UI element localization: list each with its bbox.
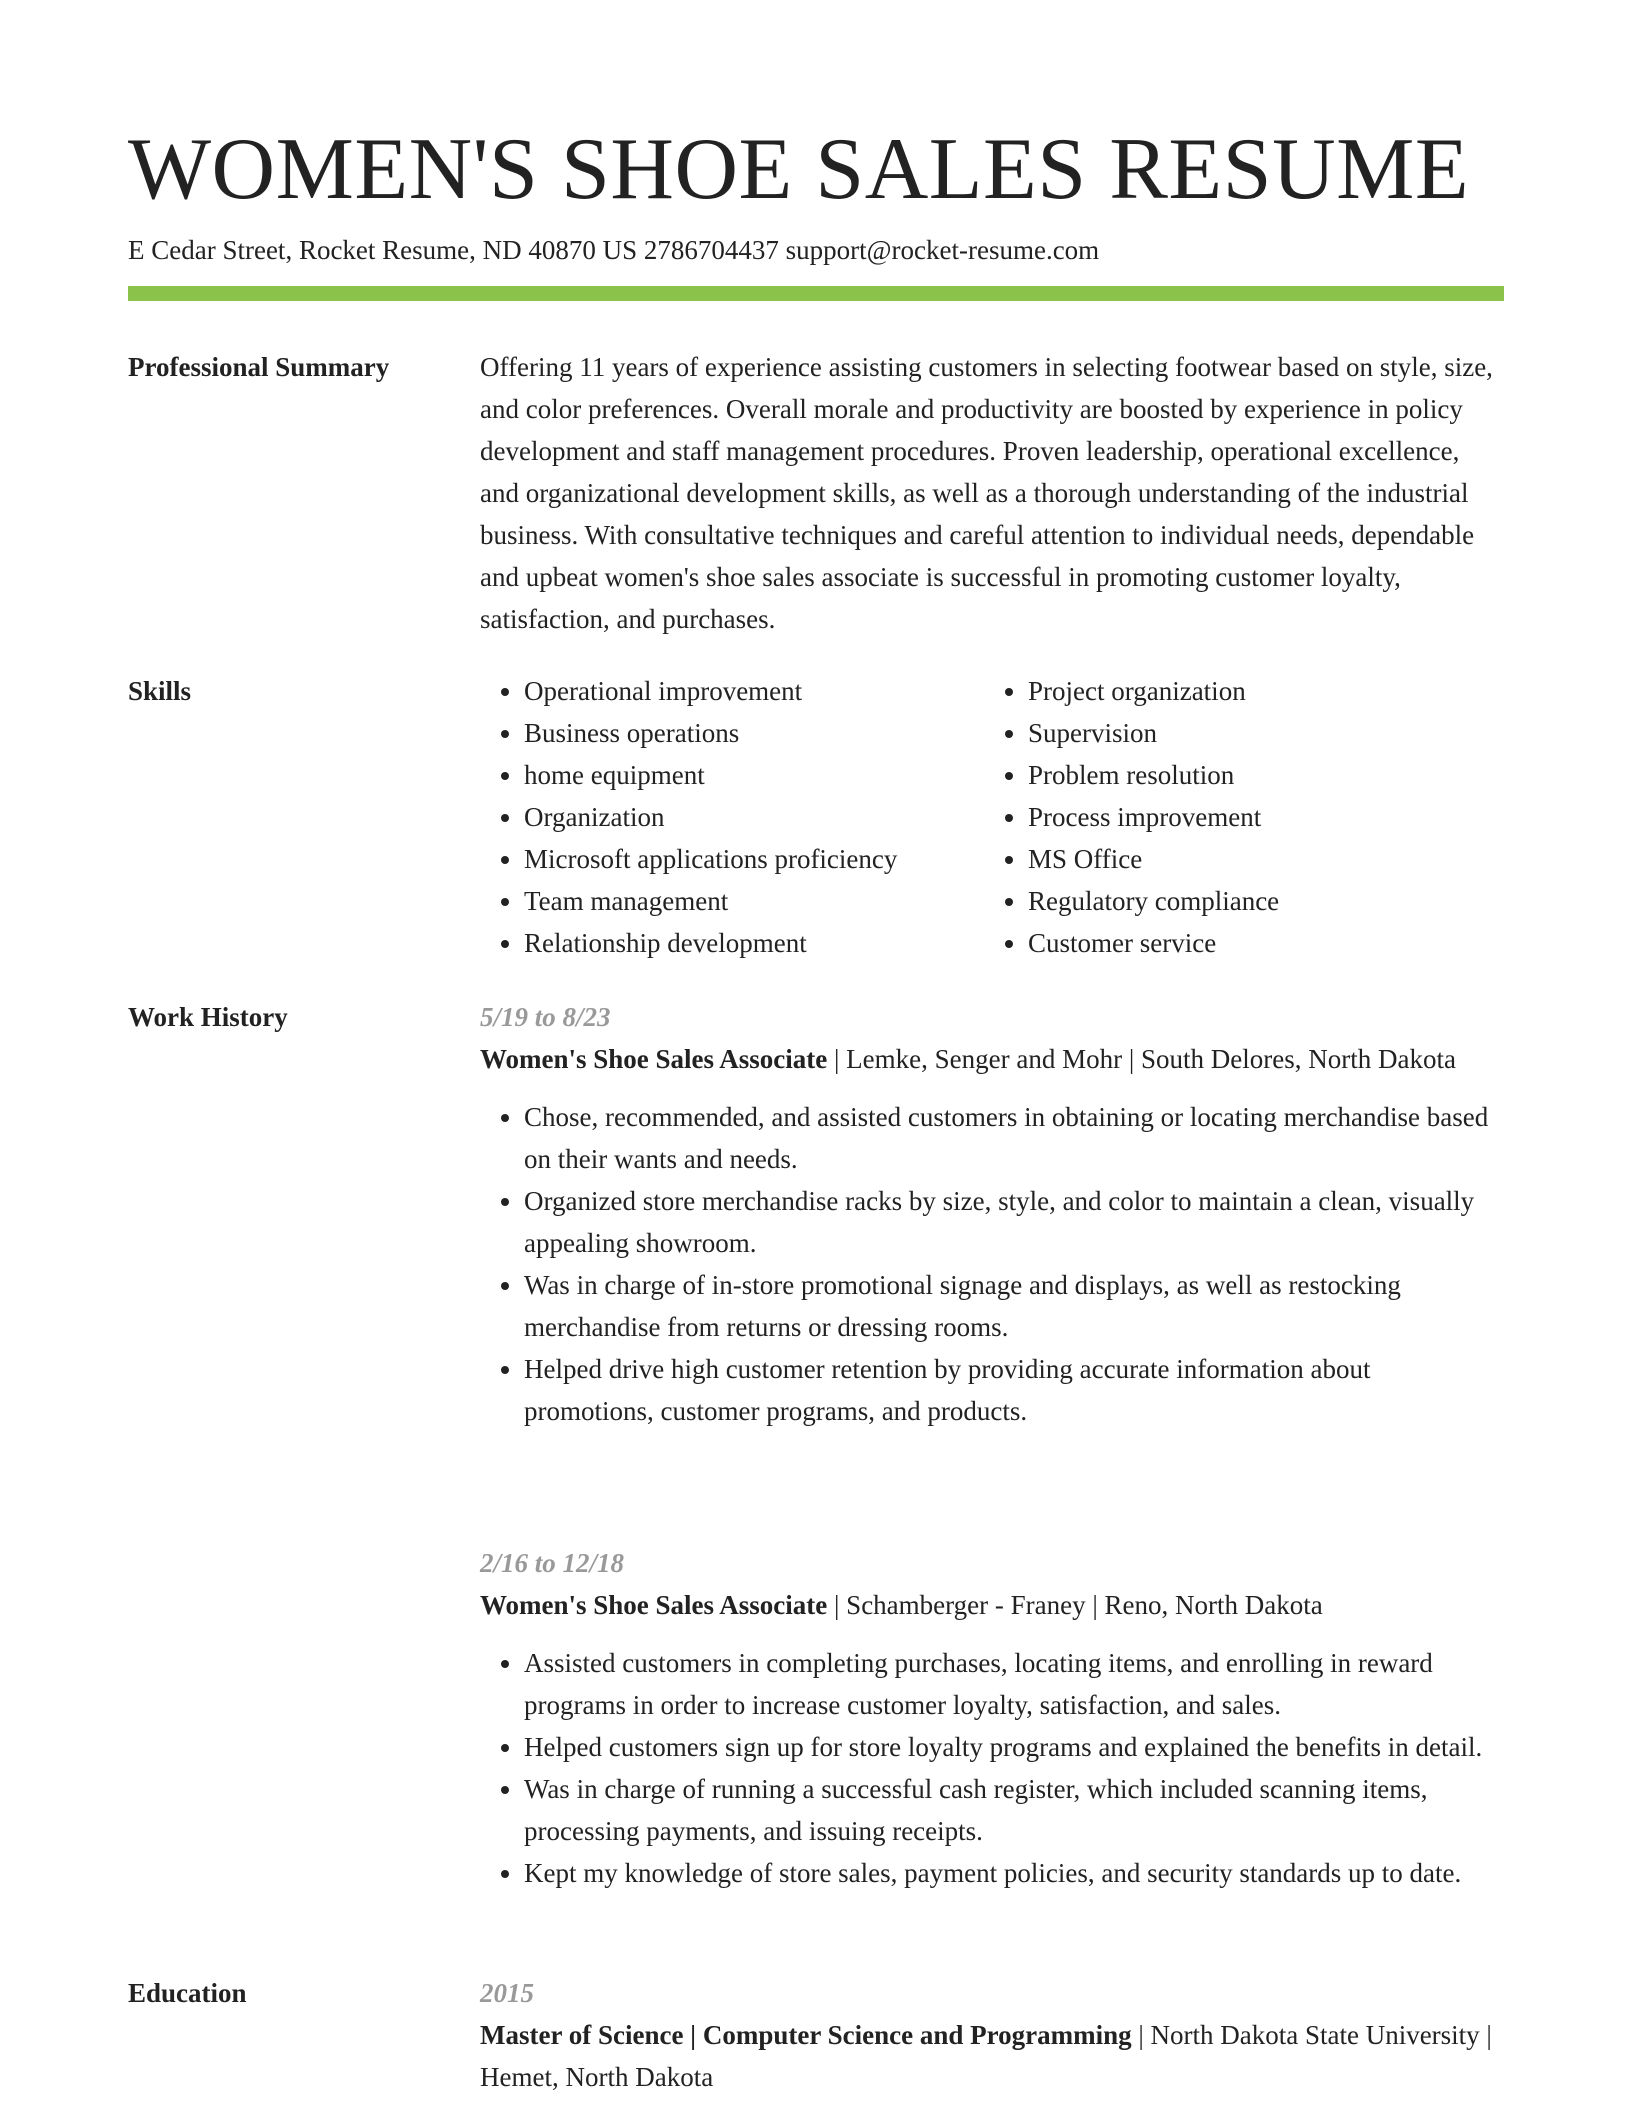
job-details: | Schamberger - Franey | Reno, North Dakota bbox=[827, 1590, 1323, 1620]
job-title: Women's Shoe Sales Associate bbox=[480, 1590, 828, 1620]
job-duty: • Was in charge of running a successful cash register, which included scanning items, processing payments, and issuing receipts. bbox=[524, 1768, 1504, 1852]
skill-item: • Customer service bbox=[1028, 922, 1488, 964]
job-duty: • Helped customers sign up for store loyalty programs and explained the benefits in detail. bbox=[524, 1726, 1504, 1768]
skill-item: • Organization bbox=[524, 796, 984, 838]
contact-info: E Cedar Street, Rocket Resume, ND 40870 US 2786704437 support@rocket-resume.com bbox=[128, 235, 1100, 265]
skill-item: • Process improvement bbox=[1028, 796, 1488, 838]
skill-item: • Relationship development bbox=[524, 922, 984, 964]
skill-item: • Team management bbox=[524, 880, 984, 922]
job-duty: • Helped drive high customer retention by providing accurate information about promotions, customer programs, and products. bbox=[524, 1348, 1504, 1432]
job-duty: • Organized store merchandise racks by size, style, and color to maintain a clean, visually appealing showroom. bbox=[524, 1180, 1504, 1264]
skills-label: Skills bbox=[128, 676, 192, 706]
job-details: | Lemke, Senger and Mohr | South Delores, North Dakota bbox=[827, 1044, 1456, 1074]
summary-text: Offering 11 years of experience assisting customers in selecting footwear based on style, size, and color preferences. Overall morale and productivity are boosted by experience in policy development and staff management procedures. Proven leadership, operational excellence, and organizational development skills, as well as a thorough understanding of the industrial business. With consultative techniques and careful attention to individual needs, dependable and upbeat women's shoe sales associate is successful in promoting customer loyalty, satisfaction, and purchases. bbox=[480, 352, 1493, 634]
education-year: 2015 bbox=[480, 1978, 534, 2008]
skill-item: • MS Office bbox=[1028, 838, 1488, 880]
job-title: Women's Shoe Sales Associate bbox=[480, 1044, 828, 1074]
skills-column-right bbox=[984, 670, 1488, 964]
skills-content bbox=[480, 670, 1504, 964]
skill-item: • home equipment bbox=[524, 754, 984, 796]
job-duties bbox=[480, 1642, 1504, 1894]
job-entry bbox=[480, 996, 1504, 1432]
skill-item: • Operational improvement bbox=[524, 670, 984, 712]
skill-item: • Project organization bbox=[1028, 670, 1488, 712]
job-duty: • Kept my knowledge of store sales, payment policies, and security standards up to date. bbox=[524, 1852, 1504, 1894]
skill-item: • Business operations bbox=[524, 712, 984, 754]
resume-title: WOMEN'S SHOE SALES RESUME bbox=[128, 121, 1470, 218]
job-duty: • Assisted customers in completing purchases, locating items, and enrolling in reward programs in order to increase customer loyalty, satisfaction, and sales. bbox=[524, 1642, 1504, 1726]
job-dates: 5/19 to 8/23 bbox=[480, 1002, 611, 1032]
education-degree: Master of Science | Computer Science and Programming bbox=[480, 2020, 1132, 2050]
job-heading bbox=[480, 1584, 1504, 1626]
education-heading bbox=[480, 2014, 1504, 2098]
skill-item: • Microsoft applications proficiency bbox=[524, 838, 984, 880]
work-history-label: Work History bbox=[128, 1002, 288, 1032]
education-label: Education bbox=[128, 1978, 247, 2008]
job-dates: 2/16 to 12/18 bbox=[480, 1548, 625, 1578]
skill-item: • Regulatory compliance bbox=[1028, 880, 1488, 922]
job-heading bbox=[480, 1038, 1504, 1080]
skill-item: • Problem resolution bbox=[1028, 754, 1488, 796]
skill-item: • Supervision bbox=[1028, 712, 1488, 754]
summary-label: Professional Summary bbox=[128, 352, 390, 382]
job-duties bbox=[480, 1096, 1504, 1432]
education-details: | North Dakota State University | Hemet, North Dakota bbox=[480, 2020, 1492, 2092]
job-entry bbox=[480, 1542, 1504, 1894]
skills-column-left bbox=[480, 670, 984, 964]
accent-divider bbox=[128, 286, 1504, 301]
job-duty: • Was in charge of in-store promotional signage and displays, as well as restocking merchandise from returns or dressing rooms. bbox=[524, 1264, 1504, 1348]
summary-content bbox=[480, 346, 1504, 640]
education-content bbox=[480, 1972, 1504, 2098]
job-duty: • Chose, recommended, and assisted customers in obtaining or locating merchandise based on their wants and needs. bbox=[524, 1096, 1504, 1180]
